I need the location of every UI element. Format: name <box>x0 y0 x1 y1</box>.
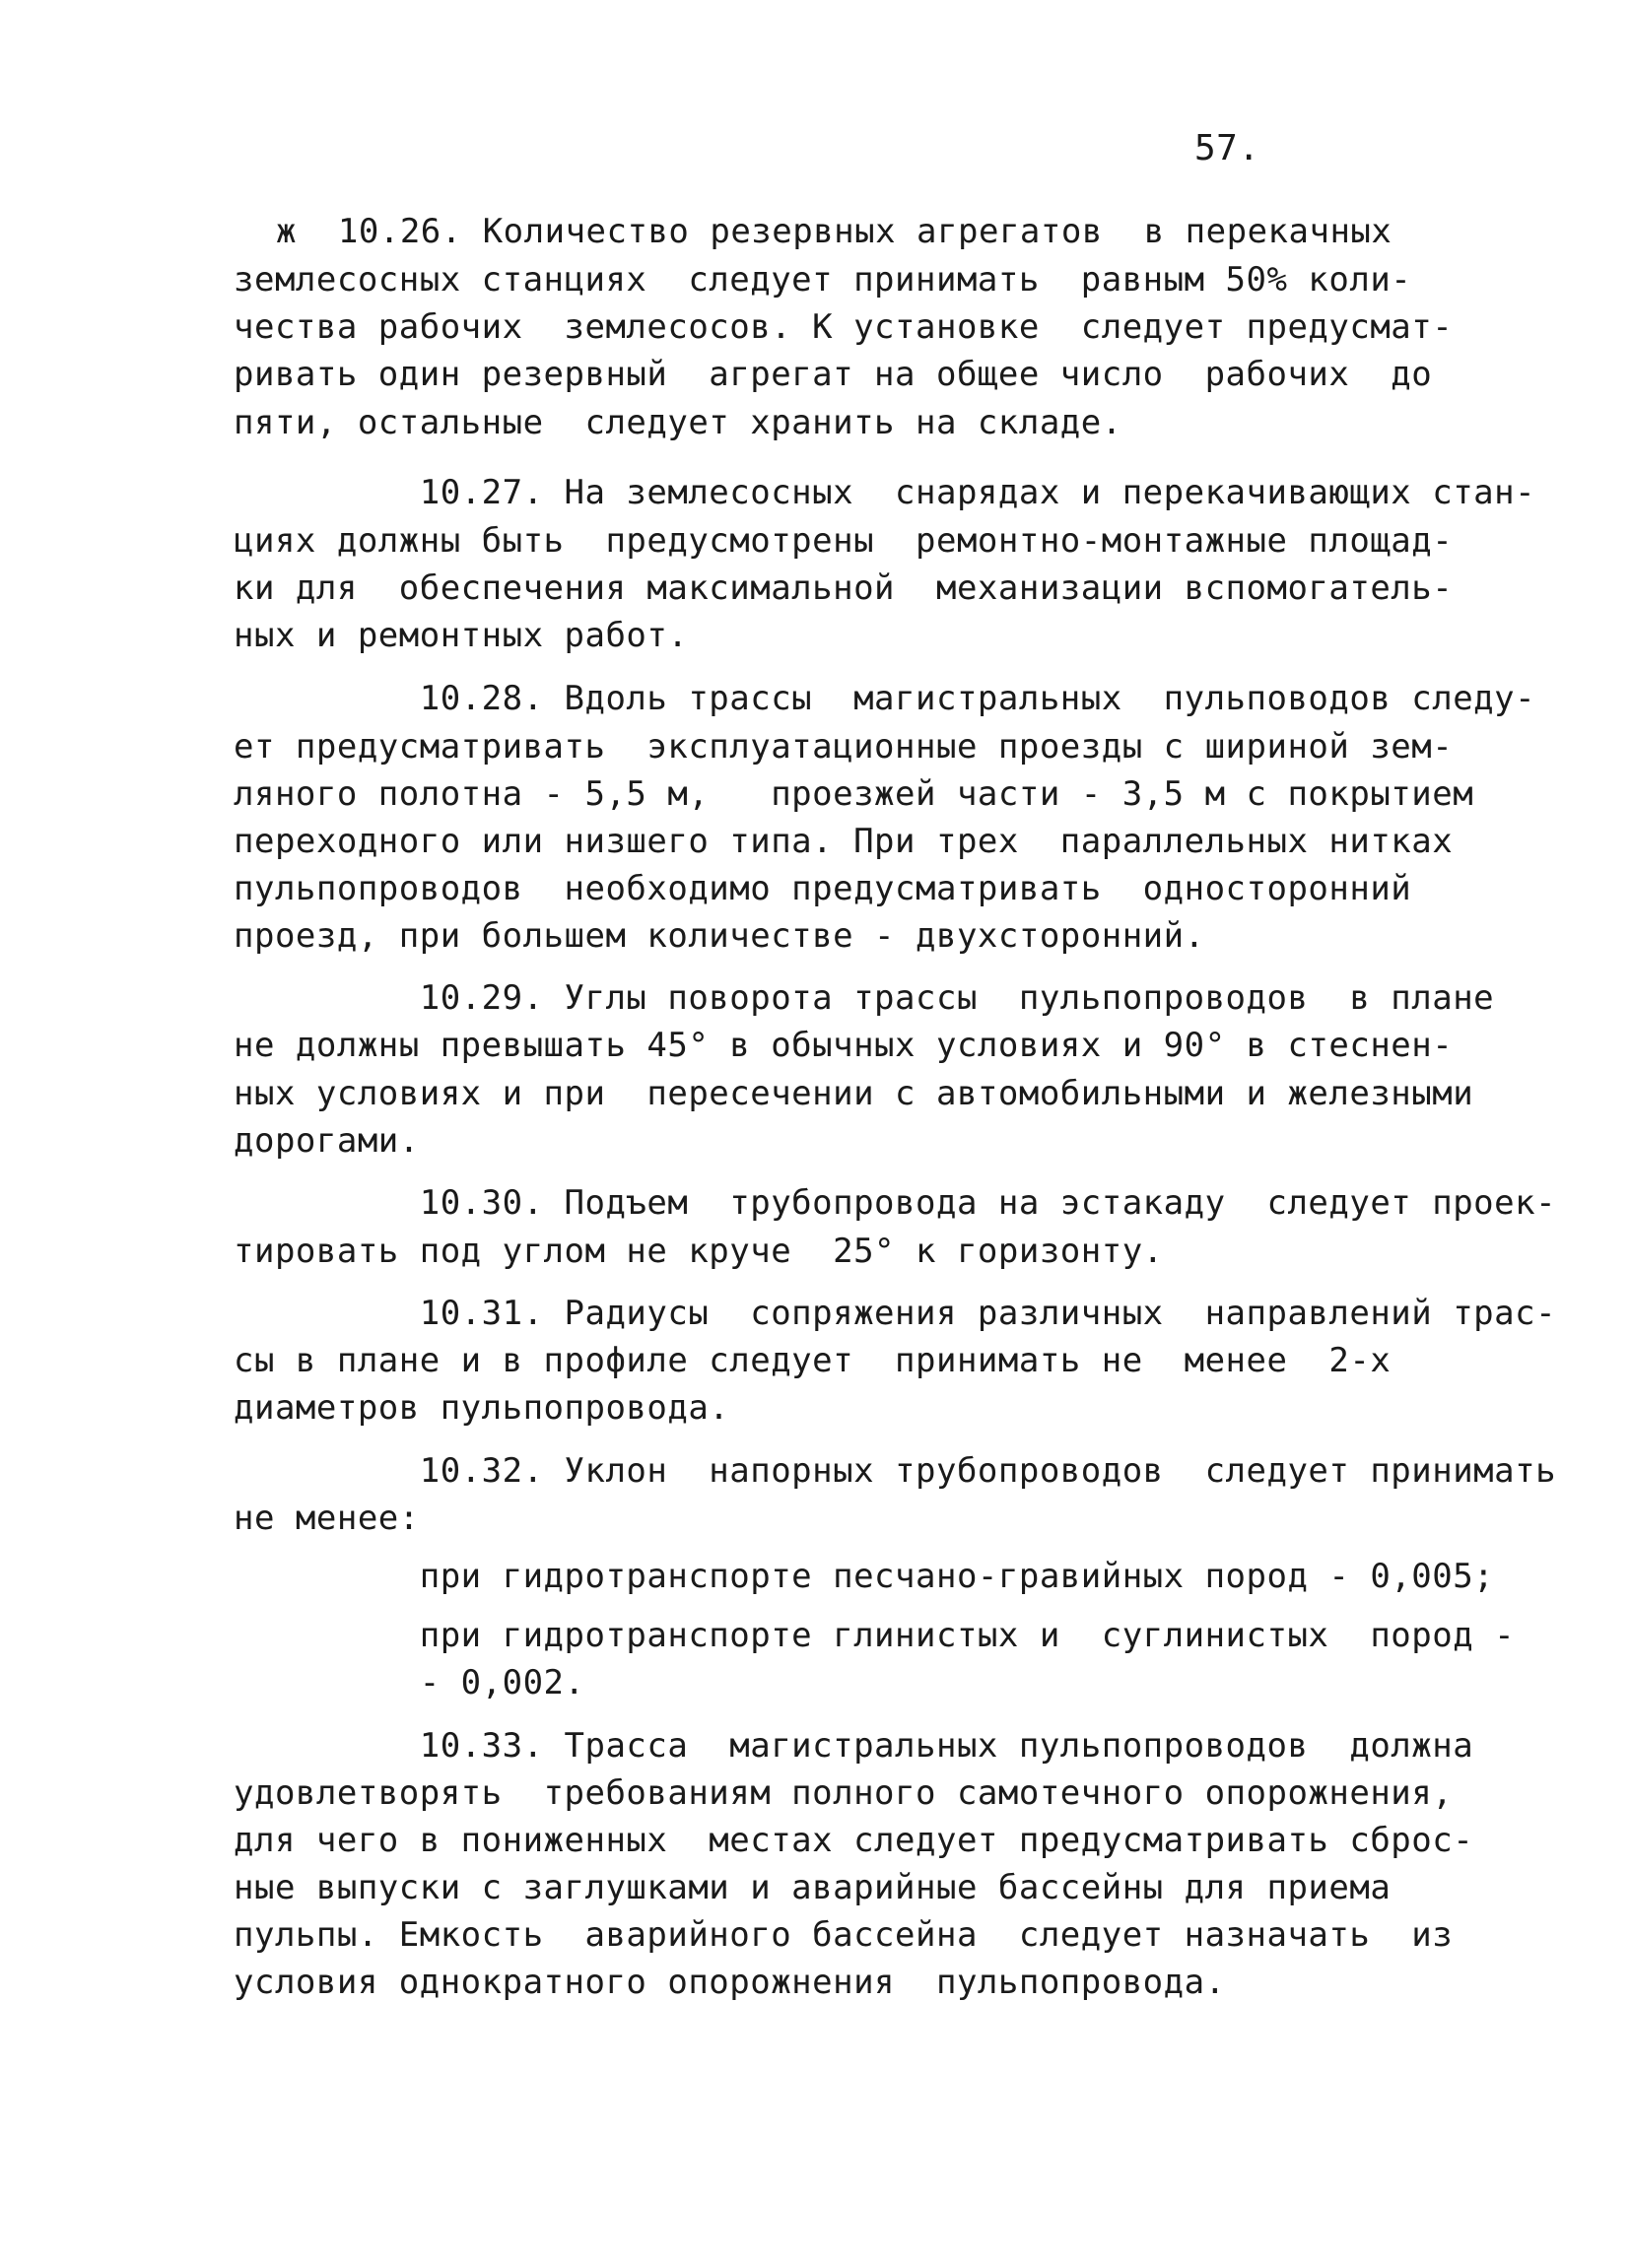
text-line: не менее: <box>234 1499 420 1538</box>
text-line: пяти, остальные следует хранить на складе. <box>234 403 1122 442</box>
text-line: 10.33. Трасса магистральных пульпопроводов должна <box>234 1726 1474 1766</box>
text-line: землесосных станциях следует принимать равным 50% коли- <box>234 260 1412 300</box>
text-line: - 0,002. <box>234 1663 585 1702</box>
text-line: ет предусматривать эксплуатационные проезды с шириной зем- <box>234 727 1454 767</box>
text-line: тировать под углом не круче 25° к горизонту. <box>234 1232 1164 1271</box>
text-line: не должны превышать 45° в обычных условиях и 90° в стеснен- <box>234 1026 1454 1065</box>
text-line: пульпы. Емкость аварийного бассейна следует назначать из <box>234 1915 1454 1955</box>
text-line: сы в плане и в профиле следует принимать не менее 2-х <box>234 1341 1392 1380</box>
text-line: 10.31. Радиусы сопряжения различных направлений трас- <box>234 1294 1557 1333</box>
text-line: при гидротранспорте песчано-гравийных пород - 0,005; <box>234 1557 1495 1596</box>
text-line: ривать один резервный агрегат на общее число рабочих до <box>234 355 1433 394</box>
page-number: 57. <box>1194 128 1260 168</box>
text-line: при гидротранспорте глинистых и суглинистых пород - <box>234 1616 1516 1655</box>
text-line: ных и ремонтных работ. <box>234 616 689 655</box>
text-line: ляного полотна - 5,5 м, проезжей части - 3,5 м с покрытием <box>234 774 1474 814</box>
text-line: 10.29. Углы поворота трассы пульпопроводов в плане <box>234 978 1495 1018</box>
text-line: 10.30. Подъем трубопровода на эстакаду следует проек- <box>234 1183 1557 1223</box>
text-line: переходного или низшего типа. При трех параллельных нитках <box>234 822 1454 861</box>
text-line: ные выпуски с заглушками и аварийные бассейны для приема <box>234 1868 1392 1907</box>
text-line: удовлетворять требованиям полного самотечного опорожнения, <box>234 1773 1454 1813</box>
text-line: ж 10.26. Количество резервных агрегатов в перекачных <box>276 212 1392 251</box>
text-line: циях должны быть предусмотрены ремонтно-монтажные площад- <box>234 521 1454 561</box>
text-line: ных условиях и при пересечении с автомобильными и железными <box>234 1074 1474 1113</box>
text-line: 10.32. Уклон напорных трубопроводов следует принимать <box>234 1451 1557 1491</box>
text-line: дорогами. <box>234 1121 420 1161</box>
text-line: чества рабочих землесосов. К установке следует предусмат- <box>234 307 1454 347</box>
text-line: пульпопроводов необходимо предусматривать односторонний <box>234 869 1412 908</box>
text-line: 10.27. На землесосных снарядах и перекачивающих стан- <box>234 473 1536 512</box>
text-line: проезд, при большем количестве - двухсторонний. <box>234 916 1205 956</box>
text-line: 10.28. Вдоль трассы магистральных пульповодов следу- <box>234 679 1536 718</box>
text-line: для чего в пониженных местах следует предусматривать сброс- <box>234 1821 1474 1860</box>
text-line: условия однократного опорожнения пульпопровода. <box>234 1963 1226 2002</box>
text-line: диаметров пульпопровода. <box>234 1388 730 1428</box>
text-line: ки для обеспечения максимальной механизации вспомогатель- <box>234 568 1454 608</box>
